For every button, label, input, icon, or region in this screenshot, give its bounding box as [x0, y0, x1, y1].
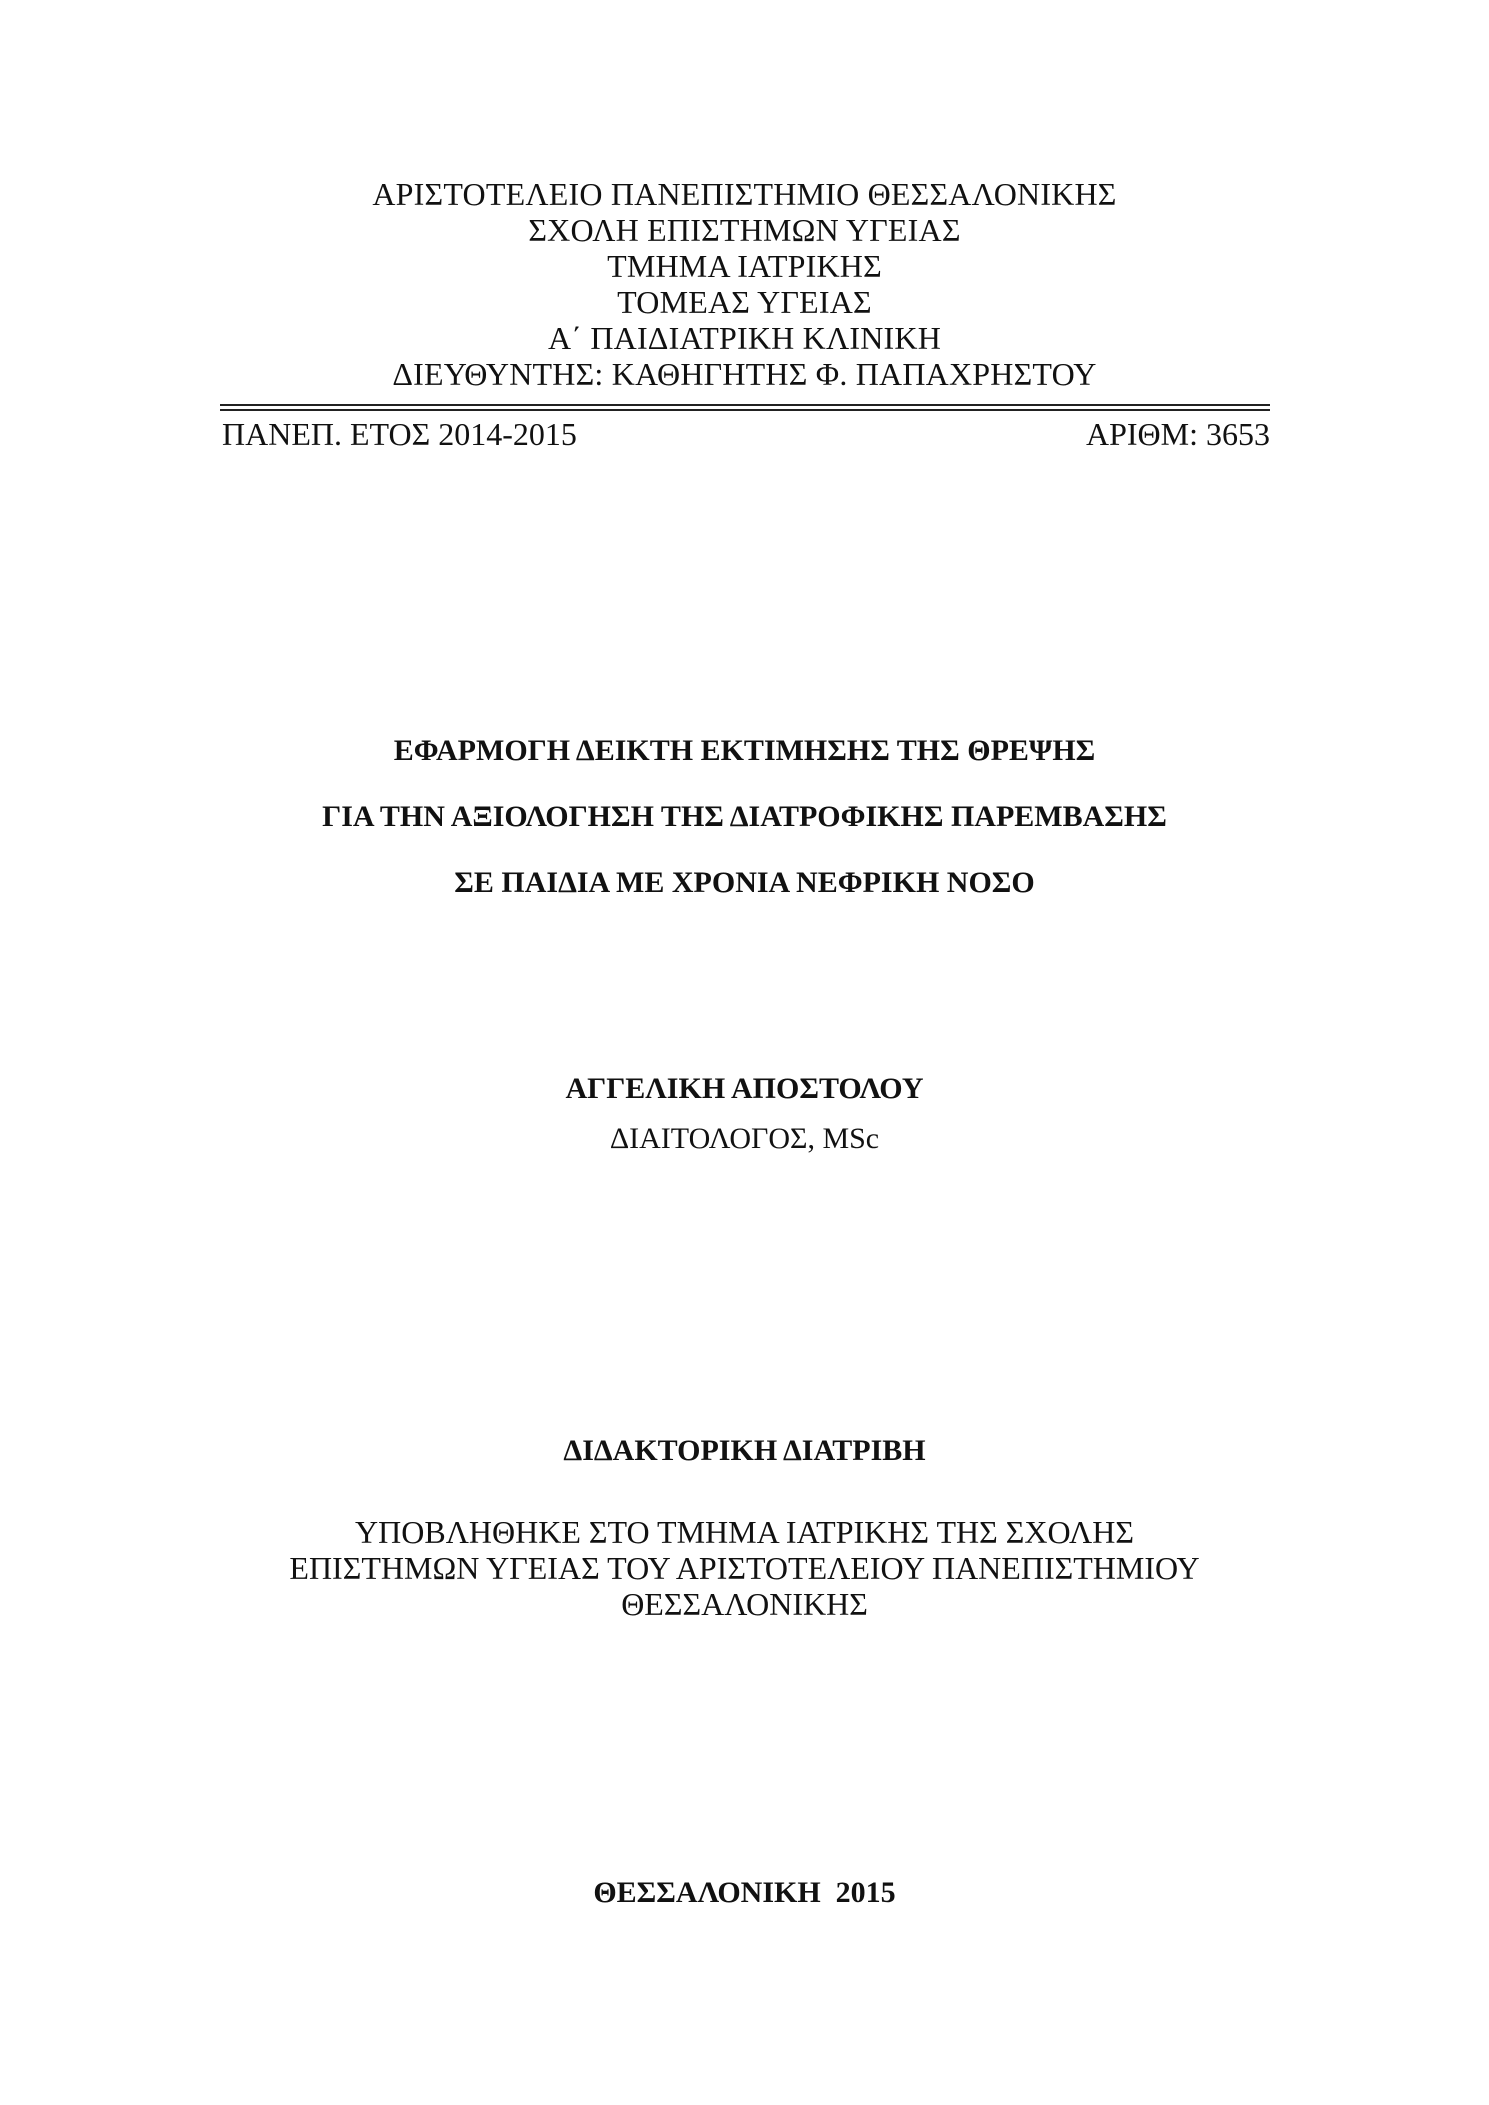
place-year: ΘΕΣΣΑΛΟΝΙΚΗ 2015	[593, 1876, 896, 1909]
author-block	[0, 1064, 1489, 1164]
sector-name: ΤΟΜΕΑΣ ΥΓΕΙΑΣ	[617, 284, 872, 320]
author-title: ΔΙΑΙΤΟΛΟΓΟΣ, MSc	[609, 1122, 880, 1155]
academic-year: ΠΑΝΕΠ. ΕΤΟΣ 2014-2015	[222, 416, 577, 452]
school-name: ΣΧΟΛΗ ΕΠΙΣΤΗΜΩΝ ΥΓΕΙΑΣ	[528, 212, 961, 248]
title-line-2: ΓΙΑ ΤΗΝ ΑΞΙΟΛΟΓΗΣΗ ΤΗΣ ΔΙΑΤΡΟΦΙΚΗΣ ΠΑΡΕΜΒΑΣΗΣ	[322, 800, 1167, 833]
title-line-3: ΣΕ ΠΑΙΔΙΑ ΜΕ ΧΡΟΝΙΑ ΝΕΦΡΙΚΗ ΝΟΣΟ	[454, 866, 1035, 899]
university-name: ΑΡΙΣΤΟΤΕΛΕΙΟ ΠΑΝΕΠΙΣΤΗΜΙΟ ΘΕΣΣΑΛΟΝΙΚΗΣ	[372, 176, 1117, 212]
submission-line-1: ΥΠΟΒΛΗΘΗΚΕ ΣΤΟ ΤΜΗΜΑ ΙΑΤΡΙΚΗΣ ΤΗΣ ΣΧΟΛΗΣ	[355, 1514, 1134, 1550]
institution-header	[0, 176, 1489, 392]
department-name: ΤΜΗΜΑ ΙΑΤΡΙΚΗΣ	[607, 248, 882, 284]
director-line: ΔΙΕΥΘΥΝΤΗΣ: ΚΑΘΗΓΗΤΗΣ Φ. ΠΑΠΑΧΡΗΣΤΟΥ	[392, 356, 1097, 392]
document-number: ΑΡΙΘΜ: 3653	[1085, 416, 1270, 452]
title-line-1: ΕΦΑΡΜΟΓΗ ΔΕΙΚΤΗ ΕΚΤΙΜΗΣΗΣ ΤΗΣ ΘΡΕΨΗΣ	[393, 734, 1096, 767]
header-divider	[220, 404, 1270, 411]
submission-line-2: ΕΠΙΣΤΗΜΩΝ ΥΓΕΙΑΣ ΤΟΥ ΑΡΙΣΤΟΤΕΛΕΙΟΥ ΠΑΝΕΠΙΣΤΗΜΙΟΥ	[289, 1550, 1200, 1586]
author-name: ΑΓΓΕΛΙΚΗ ΑΠΟΣΤΟΛΟΥ	[565, 1072, 924, 1105]
submission-line-3: ΘΕΣΣΑΛΟΝΙΚΗΣ	[621, 1586, 868, 1622]
place-year-footer	[0, 1876, 1489, 1910]
thesis-title	[0, 718, 1489, 916]
header-meta-row	[222, 416, 1270, 452]
thesis-info	[0, 1426, 1489, 1622]
thesis-type: ΔΙΔΑΚΤΟΡΙΚΗ ΔΙΑΤΡΙΒΗ	[563, 1434, 926, 1467]
clinic-name: Α΄ ΠΑΙΔΙΑΤΡΙΚΗ ΚΛΙΝΙΚΗ	[547, 320, 942, 356]
